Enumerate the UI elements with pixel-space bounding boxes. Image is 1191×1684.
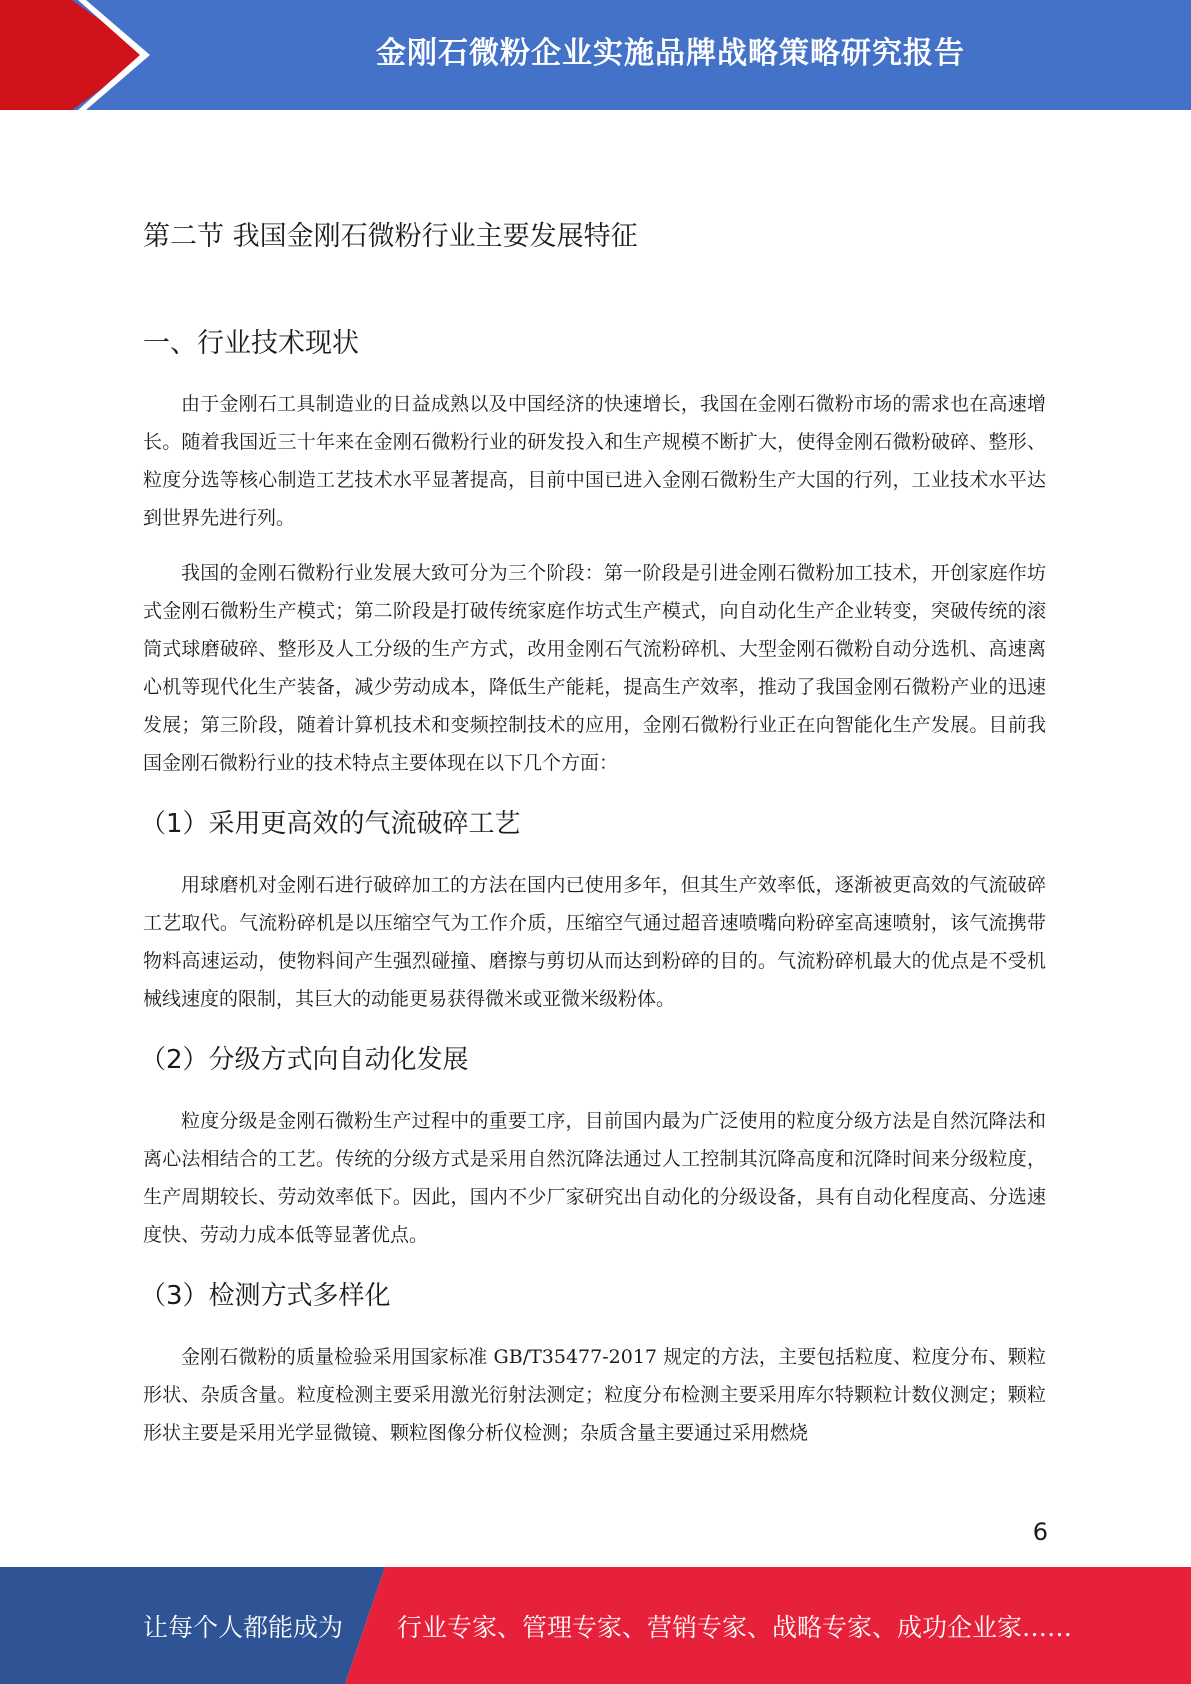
footer-slogan-left: 让每个人都能成为: [143, 1612, 344, 1642]
item-text-airflow: 用球磨机对金刚石进行破碎加工的方法在国内已使用多年，但其生产效率低，逐渐被更高效的气流破碎工艺取代。气流粉碎机是以压缩空气为工作介质，压缩空气通过超音速喷嘴向粉碎室高速喷射，该气流携带物料高速运动，使物料间产生强烈碰撞、磨擦与剪切从而达到粉碎的目的。气流粉碎机最大的优点是不受机械线速度的限制，其巨大的动能更易获得微米或亚微米级粉体。: [143, 874, 1046, 1010]
report-title: 金刚石微粉企业实施品牌战略策略研究报告: [376, 36, 965, 71]
footer-slogan-right: 行业专家、管理专家、营销专家、战略专家、成功企业家……: [397, 1612, 1073, 1642]
section-title: 第二节 我国金刚石微粉行业主要发展特征: [143, 221, 638, 252]
item-text-detection: 金刚石微粉的质量检验采用国家标准 GB/T35477-2017 规定的方法，主要包括粒度、粒度分布、颗粒形状、杂质含量。粒度检测主要采用激光衍射法测定；粒度分布检测主要采用库尔特颗粒计数仪测定；颗粒形状主要是采用光学显微镜、颗粒图像分析仪检测；杂质含量主要通过采用燃烧: [143, 1346, 1046, 1444]
page-number: 6: [1032, 1518, 1048, 1546]
item-text-grading: 粒度分级是金刚石微粉生产过程中的重要工序，目前国内最为广泛使用的粒度分级方法是自然沉降法和离心法相结合的工艺。传统的分级方式是采用自然沉降法通过人工控制其沉降高度和沉降时间来分级粒度，生产周期较长、劳动效率低下。因此，国内不少厂家研究出自动化的分级设备，具有自动化程度高、分选速度快、劳动力成本低等显著优点。: [143, 1110, 1046, 1246]
paragraph-intro: 由于金刚石工具制造业的日益成熟以及中国经济的快速增长，我国在金刚石微粉市场的需求也在高速增长。随着我国近三十年来在金刚石微粉行业的研发投入和生产规模不断扩大，使得金刚石微粉破碎、整形、粒度分选等核心制造工艺技术水平显著提高，目前中国已进入金刚石微粉生产大国的行列，工业技术水平达到世界先进行列。: [143, 393, 1046, 529]
header-band: [0, 0, 1191, 110]
item-heading-airflow: （1）采用更高效的气流破碎工艺: [140, 809, 521, 839]
footer-band: [0, 1567, 1191, 1684]
paragraph-stages: 我国的金刚石微粉行业发展大致可分为三个阶段：第一阶段是引进金刚石微粉加工技术，开创家庭作坊式金刚石微粉生产模式；第二阶段是打破传统家庭作坊式生产模式，向自动化生产企业转变，突破传统的滚筒式球磨破碎、整形及人工分级的生产方式，改用金刚石气流粉碎机、大型金刚石微粉自动分选机、高速离心机等现代化生产装备，减少劳动成本，降低生产能耗，提高生产效率，推动了我国金刚石微粉产业的迅速发展；第三阶段，随着计算机技术和变频控制技术的应用，金刚石微粉行业正在向智能化生产发展。目前我国金刚石微粉行业的技术特点主要体现在以下几个方面：: [143, 562, 1046, 774]
header-red-arrow: [0, 0, 150, 110]
item-heading-detection: （3）检测方式多样化: [140, 1281, 391, 1311]
item-heading-grading: （2）分级方式向自动化发展: [140, 1045, 469, 1075]
header-arrow-graphic: [0, 0, 150, 110]
main-content: [140, 205, 1046, 1452]
subsection-title: 一、行业技术现状: [143, 328, 359, 359]
